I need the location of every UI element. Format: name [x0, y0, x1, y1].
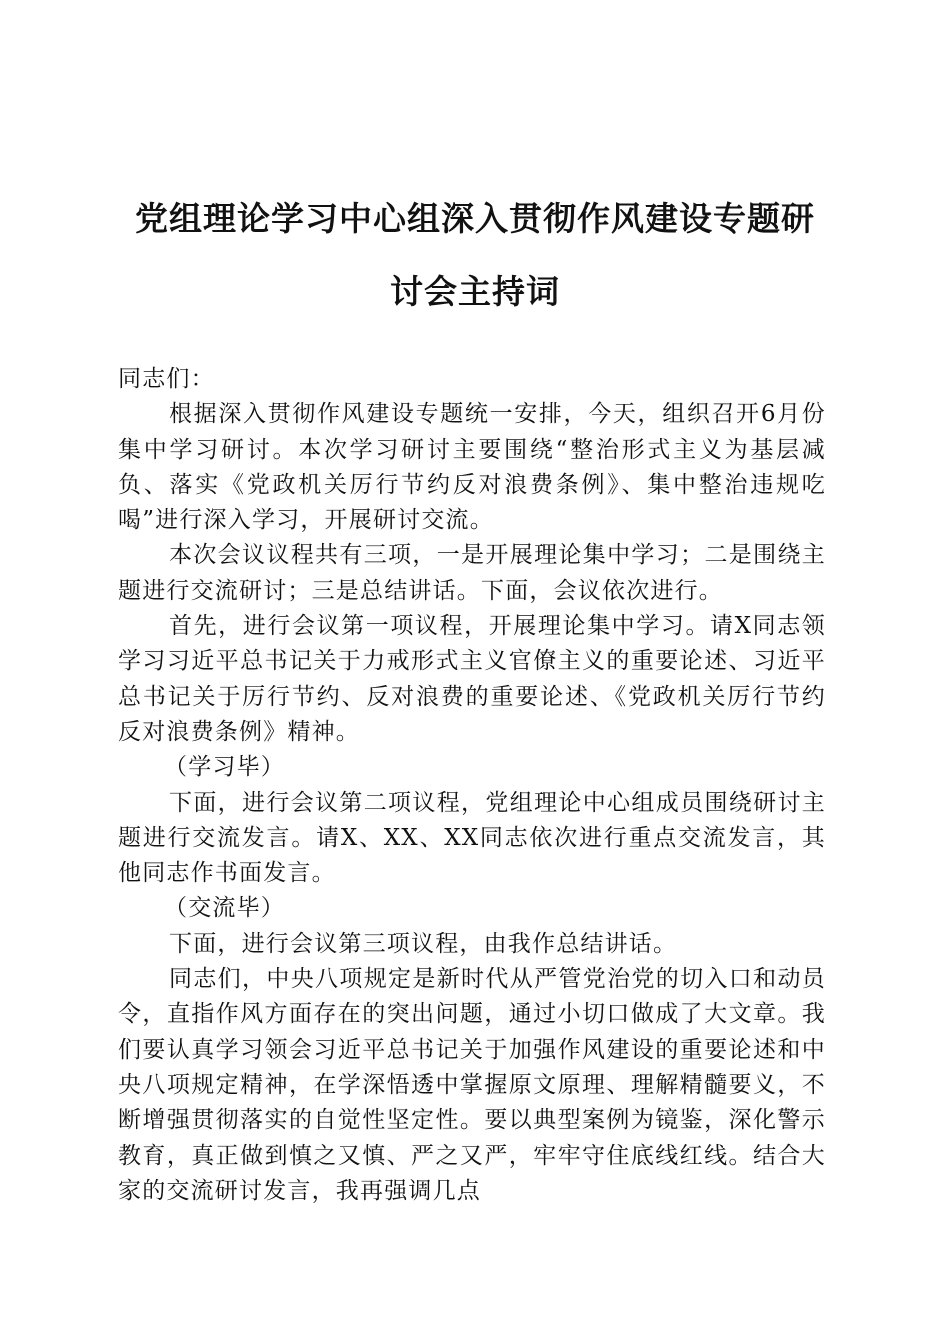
document-title-line-1: 党组理论学习中心组深入贯彻作风建设专题研	[135, 199, 815, 238]
paragraph-arrangement: 根据深入贯彻作风建设专题统一安排，今天，组织召开6月份集中学习研讨。本次学习研讨主要围绕“整治形式主义为基层减负、落实《党政机关厉行节约反对浪费条例》、集中整治违规吃喝”进行深入学习，开展研讨交流。	[118, 401, 826, 534]
note-exchange-finished: （交流毕）	[164, 895, 285, 922]
paragraph-second-item: 下面，进行会议第二项议程，党组理论中心组成员围绕研讨主题进行交流发言。请X、XX、XX同志依次进行重点交流发言，其他同志作书面发言。	[118, 789, 826, 887]
salutation: 同志们：	[118, 366, 215, 392]
document-body	[118, 362, 826, 1209]
paragraph-third-item: 下面，进行会议第三项议程，由我作总结讲话。	[169, 930, 678, 957]
paragraph-agenda: 本次会议议程共有三项，一是开展理论集中学习；二是围绕主题进行交流研讨；三是总结讲话。下面，会议依次进行。	[118, 542, 826, 604]
paragraph-first-item: 首先，进行会议第一项议程，开展理论集中学习。请X同志领学习习近平总书记关于力戒形式主义官僚主义的重要论述、习近平总书记关于厉行节约、反对浪费的重要论述、《党政机关厉行节约反对浪费条例》精神。	[118, 613, 826, 745]
document-title-line-2: 讨会主持词	[390, 272, 560, 311]
paragraph-summary-speech: 同志们，中央八项规定是新时代从严管党治党的切入口和动员令，直指作风方面存在的突出问题，通过小切口做成了大文章。我们要认真学习领会习近平总书记关于加强作风建设的重要论述和中央八项规定精神，在学深悟透中掌握原文原理、理解精髓要义，不断增强贯彻落实的自觉性坚定性。要以典型案例为镜鉴，深化警示教育，真正做到慎之又慎、严之又严，牢牢守住底线红线。结合大家的交流研讨发言，我再强调几点	[118, 966, 826, 1204]
note-study-finished: （学习毕）	[164, 754, 285, 781]
